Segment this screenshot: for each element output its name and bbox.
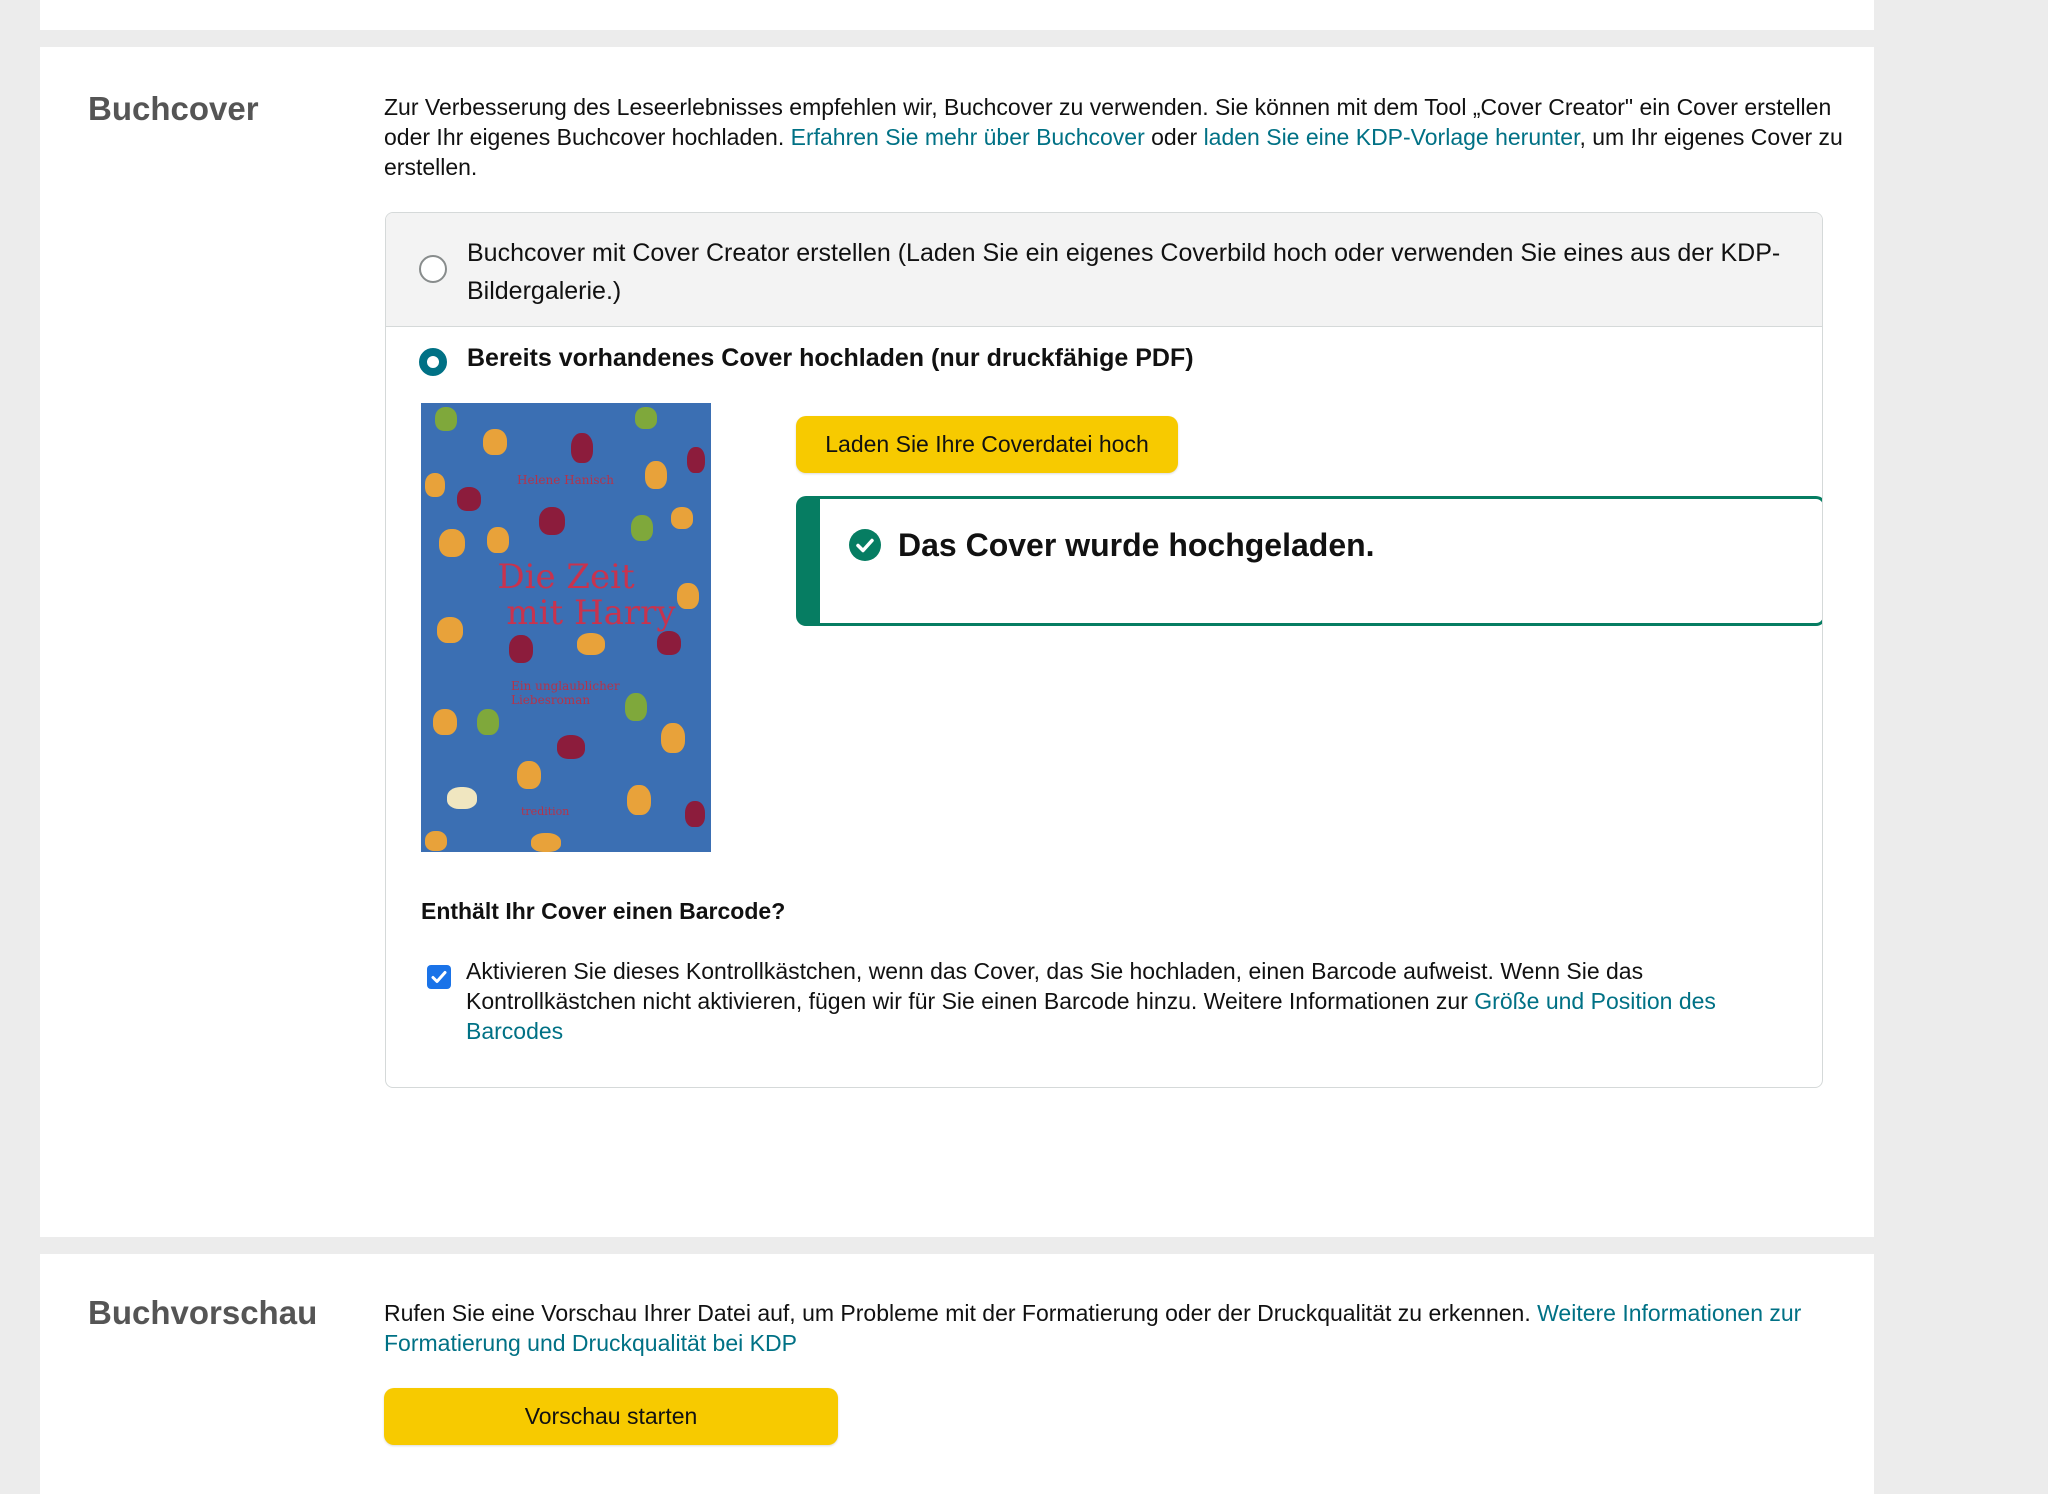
cover-creator-radio[interactable] <box>419 255 447 283</box>
section-title-buchcover: Buchcover <box>88 90 259 127</box>
option-cover-creator[interactable] <box>386 213 1822 327</box>
cover-creator-label[interactable]: Buchcover mit Cover Creator erstellen (Laden Sie ein eigenes Coverbild hoch oder verwenden Sie eines aus der KDP-Bildergalerie.) <box>467 239 1781 305</box>
intro-mid-text: oder <box>1144 124 1204 150</box>
barcode-checkbox[interactable] <box>427 965 451 989</box>
checkmark-icon <box>427 965 451 989</box>
formatting-info-link[interactable]: Weitere Informationen zur Formatierung und Druckqualität bei KDP <box>384 1300 1802 1356</box>
barcode-question: Enthält Ihr Cover einen Barcode? <box>421 898 786 924</box>
upload-cover-radio[interactable] <box>419 348 447 376</box>
buchvorschau-section <box>40 1254 1874 1494</box>
learn-more-cover-link[interactable]: Erfahren Sie mehr über Buchcover <box>790 124 1145 150</box>
barcode-text: Aktivieren Sie dieses Kontrollkästchen, wenn das Cover, das Sie hochladen, einen Barcode aufweist. Wenn Sie das Kontrollkästchen nicht aktivieren, fügen wir für Sie einen Barcode hinzu. Weitere Informationen zur <box>466 958 1644 1014</box>
buchcover-intro <box>384 92 1864 182</box>
buchcover-section <box>40 47 1874 1237</box>
intro-end-text: , um Ihr eigenes Cover zu erstellen. <box>384 124 1843 180</box>
previous-section-panel <box>40 0 1874 30</box>
check-circle-icon <box>849 529 881 561</box>
barcode-info-link[interactable]: Größe und Position des Barcodes <box>466 988 1716 1044</box>
upload-success-alert <box>796 496 1823 626</box>
preview-text: Rufen Sie eine Vorschau Ihrer Datei auf, um Probleme mit der Formatierung oder der Druckqualität zu erkennen. <box>384 1300 1538 1326</box>
barcode-checkbox-label <box>466 956 1786 1046</box>
cover-thumbnail <box>421 403 711 852</box>
kdp-template-link[interactable]: laden Sie eine KDP-Vorlage herunter <box>1203 124 1580 150</box>
cover-publisher: tredition <box>521 805 570 818</box>
upload-cover-button[interactable]: Laden Sie Ihre Coverdatei hoch <box>796 416 1178 473</box>
cover-title-line1: Die Zeit <box>497 557 635 597</box>
cover-options-box <box>385 212 1823 1088</box>
section-title-buchvorschau: Buchvorschau <box>88 1294 318 1331</box>
intro-text: Zur Verbesserung des Leseerlebnisses empfehlen wir, Buchcover zu verwenden. Sie können mit dem Tool „Cover Creator" ein Cover erstellen oder Ihr eigenes Buchcover hochladen. <box>384 94 1832 150</box>
start-preview-button[interactable]: Vorschau starten <box>384 1388 838 1445</box>
success-message: Das Cover wurde hochgeladen. <box>898 527 1375 563</box>
cover-subtitle: Ein unglaublicher Liebesroman <box>511 679 620 707</box>
upload-cover-label[interactable]: Bereits vorhandenes Cover hochladen (nur druckfähige PDF) <box>467 344 1194 372</box>
cover-author: Helene Hanisch <box>517 473 614 487</box>
cover-title-line2: mit Harry <box>506 593 676 633</box>
buchvorschau-text <box>384 1298 1864 1358</box>
